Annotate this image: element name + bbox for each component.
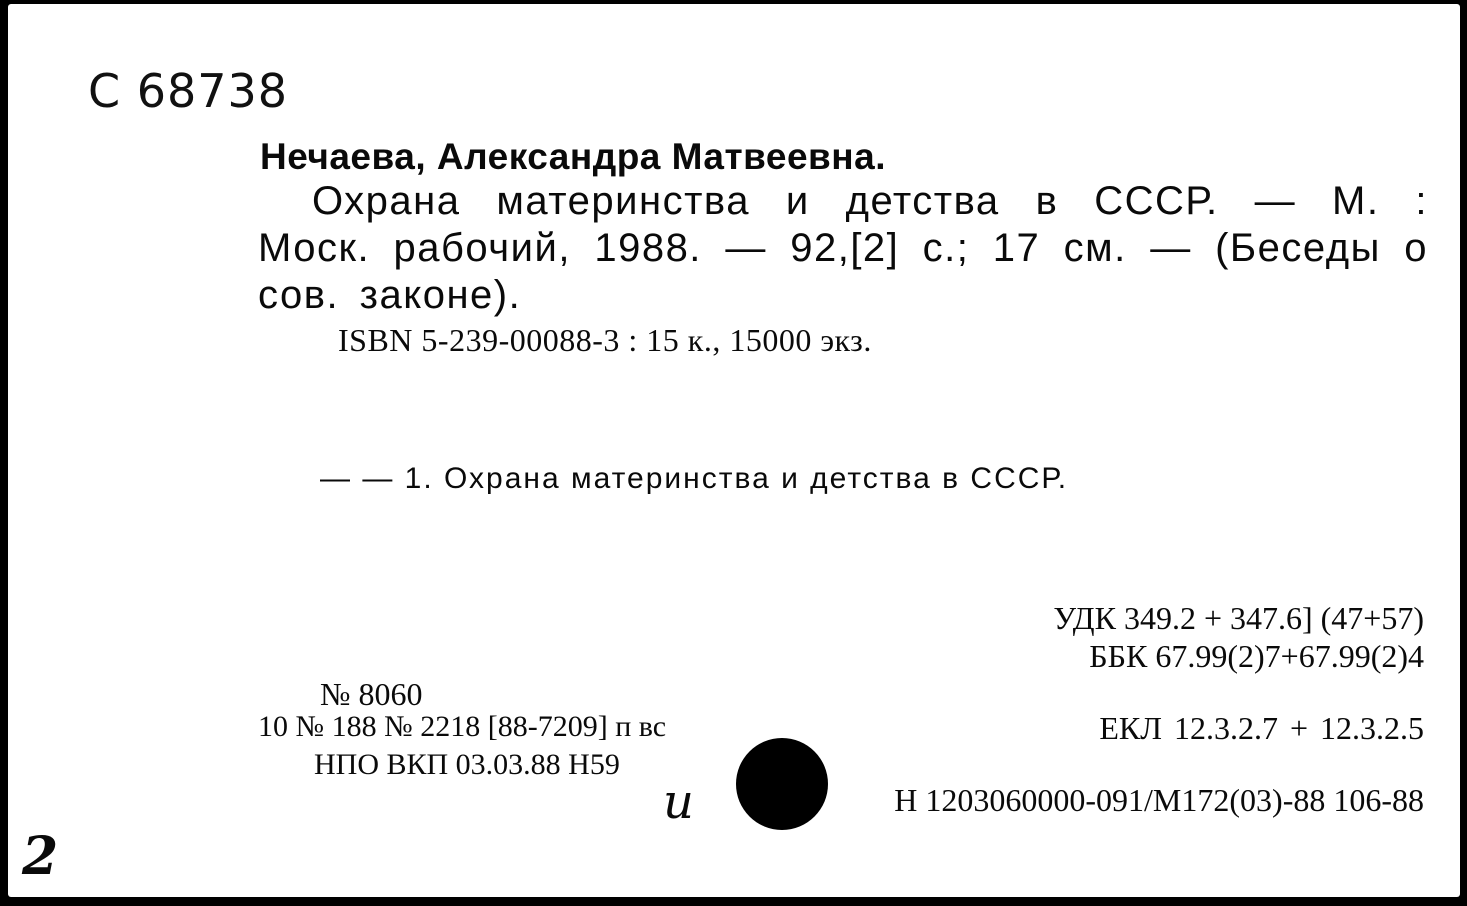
ekl-classification: ЕКЛ 12.3.2.7 + 12.3.2.5 — [1099, 710, 1424, 746]
call-number: С 68738 — [88, 64, 289, 118]
print-info-line-2: НПО ВКП 03.03.88 Н59 — [314, 748, 620, 781]
print-info-line-1: 10 № 188 № 2218 [88-7209] п вс — [258, 710, 667, 743]
udk-classification: УДК 349.2 + 347.6] (47+57) — [1053, 600, 1424, 636]
author-heading: Нечаева, Александра Матвеевна. — [260, 136, 886, 177]
order-number: № 8060 — [320, 676, 423, 712]
isbn-line: ISBN 5-239-00088-3 : 15 к., 15000 экз. — [338, 322, 872, 358]
subject-heading: — — 1. Охрана материнства и детства в СССР. — [320, 462, 1069, 495]
handwritten-corner-mark: 2 — [22, 826, 59, 887]
punch-hole — [736, 738, 828, 830]
handwritten-initials: и — [663, 774, 694, 830]
title-description: Охрана материнства и детства в СССР. — М. : Моск. рабочий, 1988. — 92,[2] с.; 17 см. — (Беседы о сов. законе). — [258, 179, 1428, 317]
publisher-code-line: Н 1203060000-091/М172(03)-88 106-88 — [894, 782, 1424, 818]
catalog-card — [8, 4, 1460, 897]
bbk-classification: ББК 67.99(2)7+67.99(2)4 — [1089, 638, 1424, 674]
